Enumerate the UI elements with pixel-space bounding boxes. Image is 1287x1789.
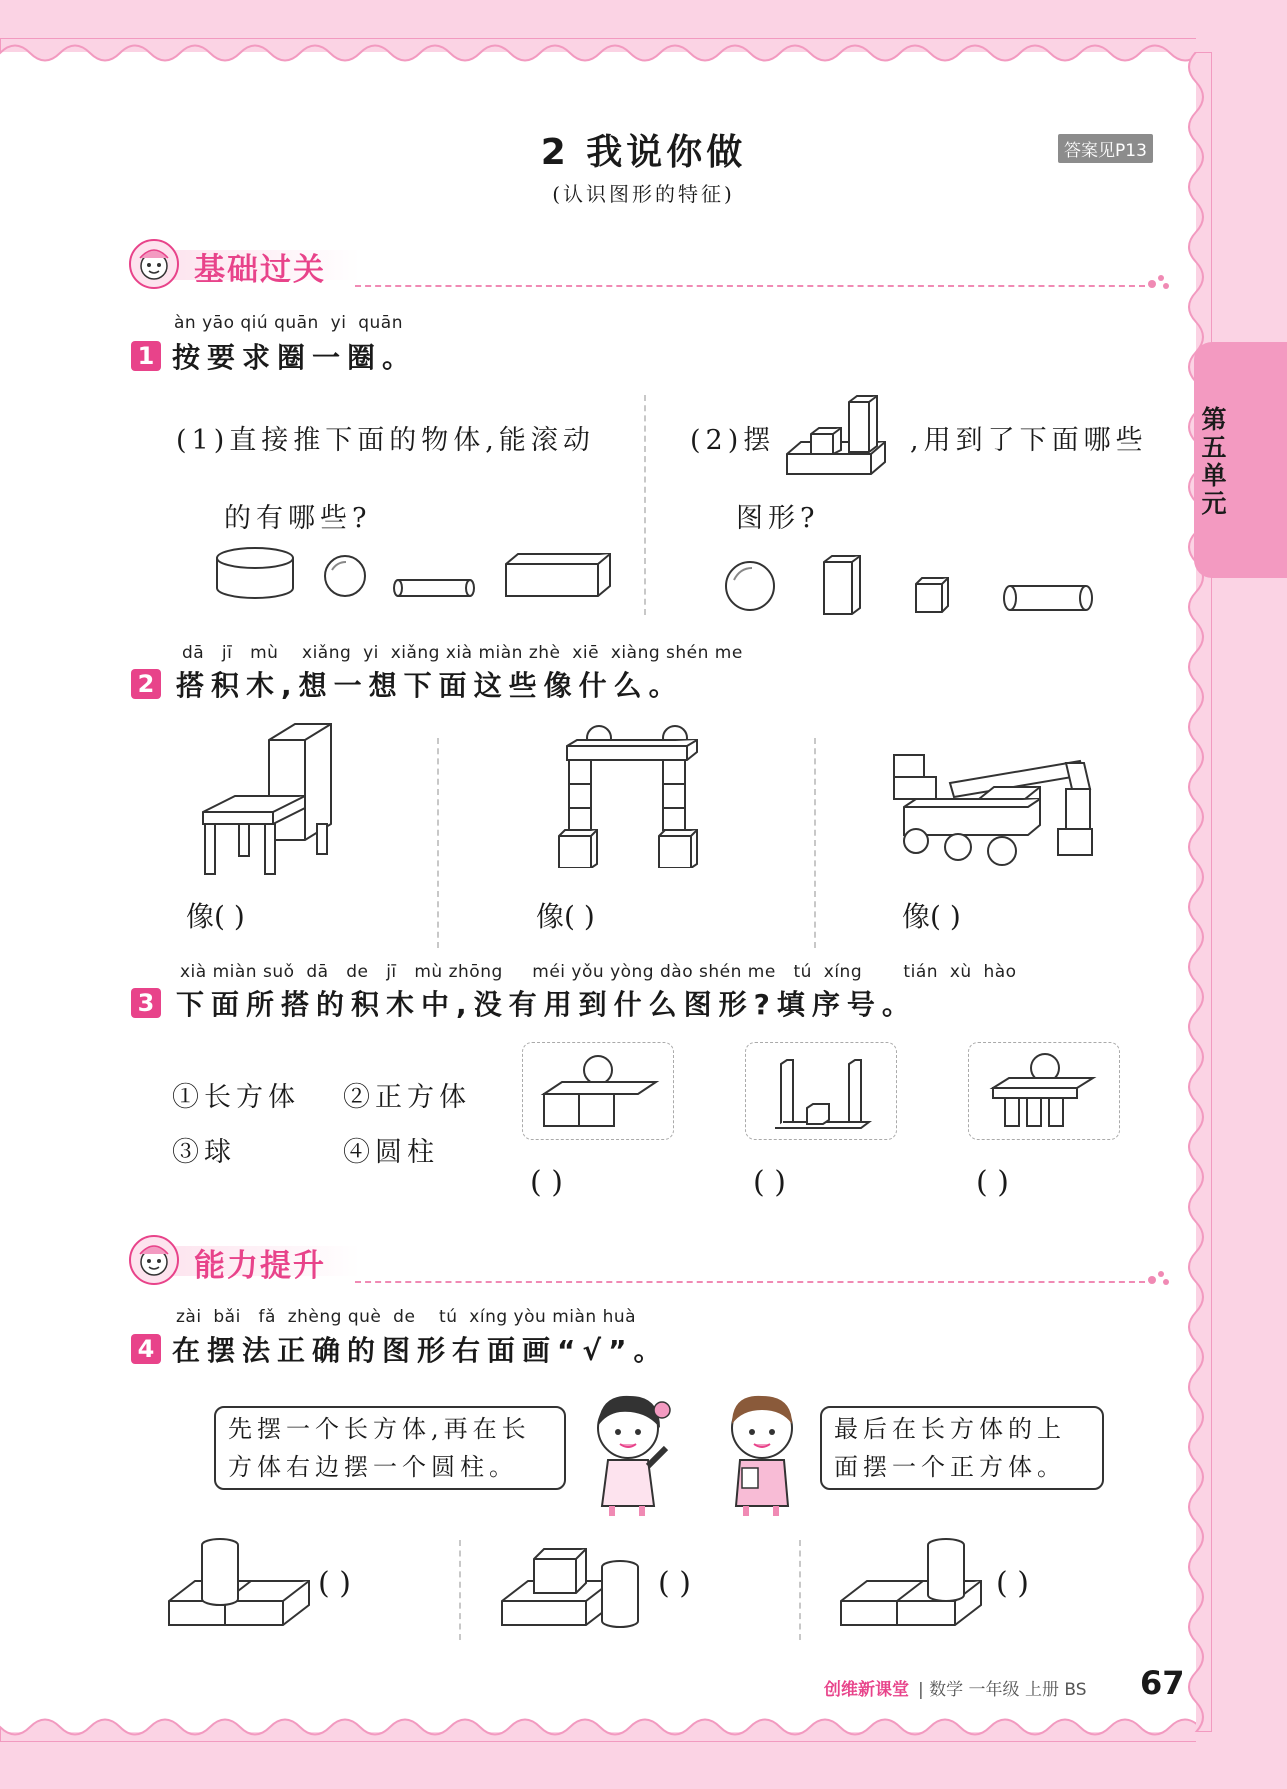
section-title-advanced: 能力提升 bbox=[194, 1248, 326, 1284]
chair-figure bbox=[195, 720, 345, 880]
q4-divider-2 bbox=[799, 1540, 801, 1640]
q1-part1-line1: (1)直接推下面的物体,能滚动 bbox=[176, 425, 595, 456]
q3-answer-1[interactable]: ( ) bbox=[530, 1165, 563, 1200]
q1-part2-objects bbox=[720, 550, 1100, 620]
q4-figure-2 bbox=[500, 1535, 650, 1635]
q3-pinyin: xià miàn suǒ dā de jī mù zhōng méi yǒu yòng dào shén me tú xíng tián xù hào bbox=[180, 962, 1017, 982]
q4-figure-1 bbox=[165, 1535, 315, 1635]
right-wave-border bbox=[1182, 52, 1212, 1732]
cylinder-disc-icon bbox=[217, 548, 293, 598]
q4-figure-3 bbox=[837, 1535, 987, 1635]
q2-question: 搭积木,想一想下面这些像什么。 bbox=[176, 669, 684, 702]
bottom-wave-border bbox=[0, 1712, 1196, 1742]
q1-pinyin: àn yāo qiú quān yi quān bbox=[174, 313, 403, 333]
section-divider bbox=[355, 285, 1145, 287]
q3-question: 下面所搭的积木中,没有用到什么图形?填序号。 bbox=[176, 988, 917, 1021]
top-wave-border bbox=[0, 38, 1196, 68]
section-title-basic: 基础过关 bbox=[194, 252, 326, 288]
unit-tab-label: 第 五 单 元 bbox=[1201, 405, 1227, 518]
boy-character-icon bbox=[712, 1388, 812, 1518]
q3-option-cylinder: ④圆柱 bbox=[343, 1137, 439, 1168]
q1-part1-objects bbox=[210, 540, 620, 610]
q2-divider-2 bbox=[814, 738, 816, 948]
q2-divider-1 bbox=[437, 738, 439, 948]
q3-option-cuboid: ①长方体 bbox=[172, 1082, 300, 1113]
q4-pinyin: zài bǎi fǎ zhèng què de tú xíng yòu miàn huà bbox=[176, 1307, 637, 1327]
q1-part1-line2: 的有哪些? bbox=[224, 503, 372, 534]
q3-answer-2[interactable]: ( ) bbox=[753, 1165, 786, 1200]
tall-cuboid-icon bbox=[824, 556, 860, 614]
q3-option-cube: ②正方体 bbox=[343, 1082, 471, 1113]
q4-answer-1[interactable]: ( ) bbox=[318, 1566, 351, 1601]
cube-icon bbox=[916, 578, 948, 612]
q2-answer-3[interactable]: 像( ) bbox=[902, 900, 961, 933]
q1-divider bbox=[644, 395, 646, 615]
q3-answer-3[interactable]: ( ) bbox=[976, 1165, 1009, 1200]
cylinder-rod-icon bbox=[1004, 586, 1092, 610]
q1-number-badge: 1 bbox=[131, 341, 161, 371]
cuboid-icon bbox=[506, 554, 610, 596]
dots-decoration bbox=[1146, 272, 1172, 292]
dots-decoration bbox=[1146, 1268, 1172, 1288]
excavator-figure bbox=[890, 745, 1110, 875]
q4-number-badge: 4 bbox=[131, 1334, 161, 1364]
q3-option-sphere: ③球 bbox=[172, 1137, 236, 1168]
mascot-icon bbox=[128, 1234, 180, 1286]
footer-brand: 创维新课堂 bbox=[824, 1680, 909, 1700]
q4-answer-2[interactable]: ( ) bbox=[658, 1566, 691, 1601]
mascot-icon bbox=[128, 238, 180, 290]
sphere-icon bbox=[726, 562, 774, 610]
page-subtitle: (认识图形的特征) bbox=[552, 182, 735, 206]
q1-question: 按要求圈一圈。 bbox=[172, 341, 418, 374]
q2-answer-2[interactable]: 像( ) bbox=[536, 900, 595, 933]
q3-number-badge: 3 bbox=[131, 988, 161, 1018]
q2-number-badge: 2 bbox=[131, 669, 161, 699]
q1-part2-line2: 图形? bbox=[736, 503, 820, 534]
q2-pinyin: dā jī mù xiǎng yi xiǎng xià miàn zhè xiē xiàng shén me bbox=[182, 643, 743, 663]
q1-part2-suffix: ,用到了下面哪些 bbox=[910, 425, 1148, 456]
q2-answer-1[interactable]: 像( ) bbox=[186, 900, 245, 933]
q3-figure-2 bbox=[765, 1050, 885, 1134]
page-title: 2 我说你做 bbox=[540, 132, 747, 173]
gate-figure bbox=[555, 718, 705, 868]
q4-answer-3[interactable]: ( ) bbox=[996, 1566, 1029, 1601]
speech-bubble-right: 最后在长方体的上 面摆一个正方体。 bbox=[820, 1406, 1104, 1490]
cylinder-rod-icon bbox=[394, 580, 474, 596]
q3-figure-1 bbox=[530, 1050, 670, 1134]
q1-part2-prefix: (2)摆 bbox=[690, 425, 776, 456]
stacked-blocks-figure bbox=[785, 392, 905, 477]
q4-divider-1 bbox=[459, 1540, 461, 1640]
answer-reference-badge: 答案见P13 bbox=[1058, 134, 1153, 163]
girl-character-icon bbox=[580, 1388, 680, 1518]
page-number: 67 bbox=[1140, 1664, 1185, 1702]
section-divider bbox=[355, 1281, 1145, 1283]
q3-figure-3 bbox=[985, 1050, 1105, 1134]
speech-bubble-left: 先摆一个长方体,再在长 方体右边摆一个圆柱。 bbox=[214, 1406, 566, 1490]
q4-question: 在摆法正确的图形右面画“√”。 bbox=[172, 1334, 669, 1367]
footer-info: | 数学 一年级 上册 BS bbox=[918, 1680, 1087, 1700]
sphere-icon bbox=[325, 556, 365, 596]
